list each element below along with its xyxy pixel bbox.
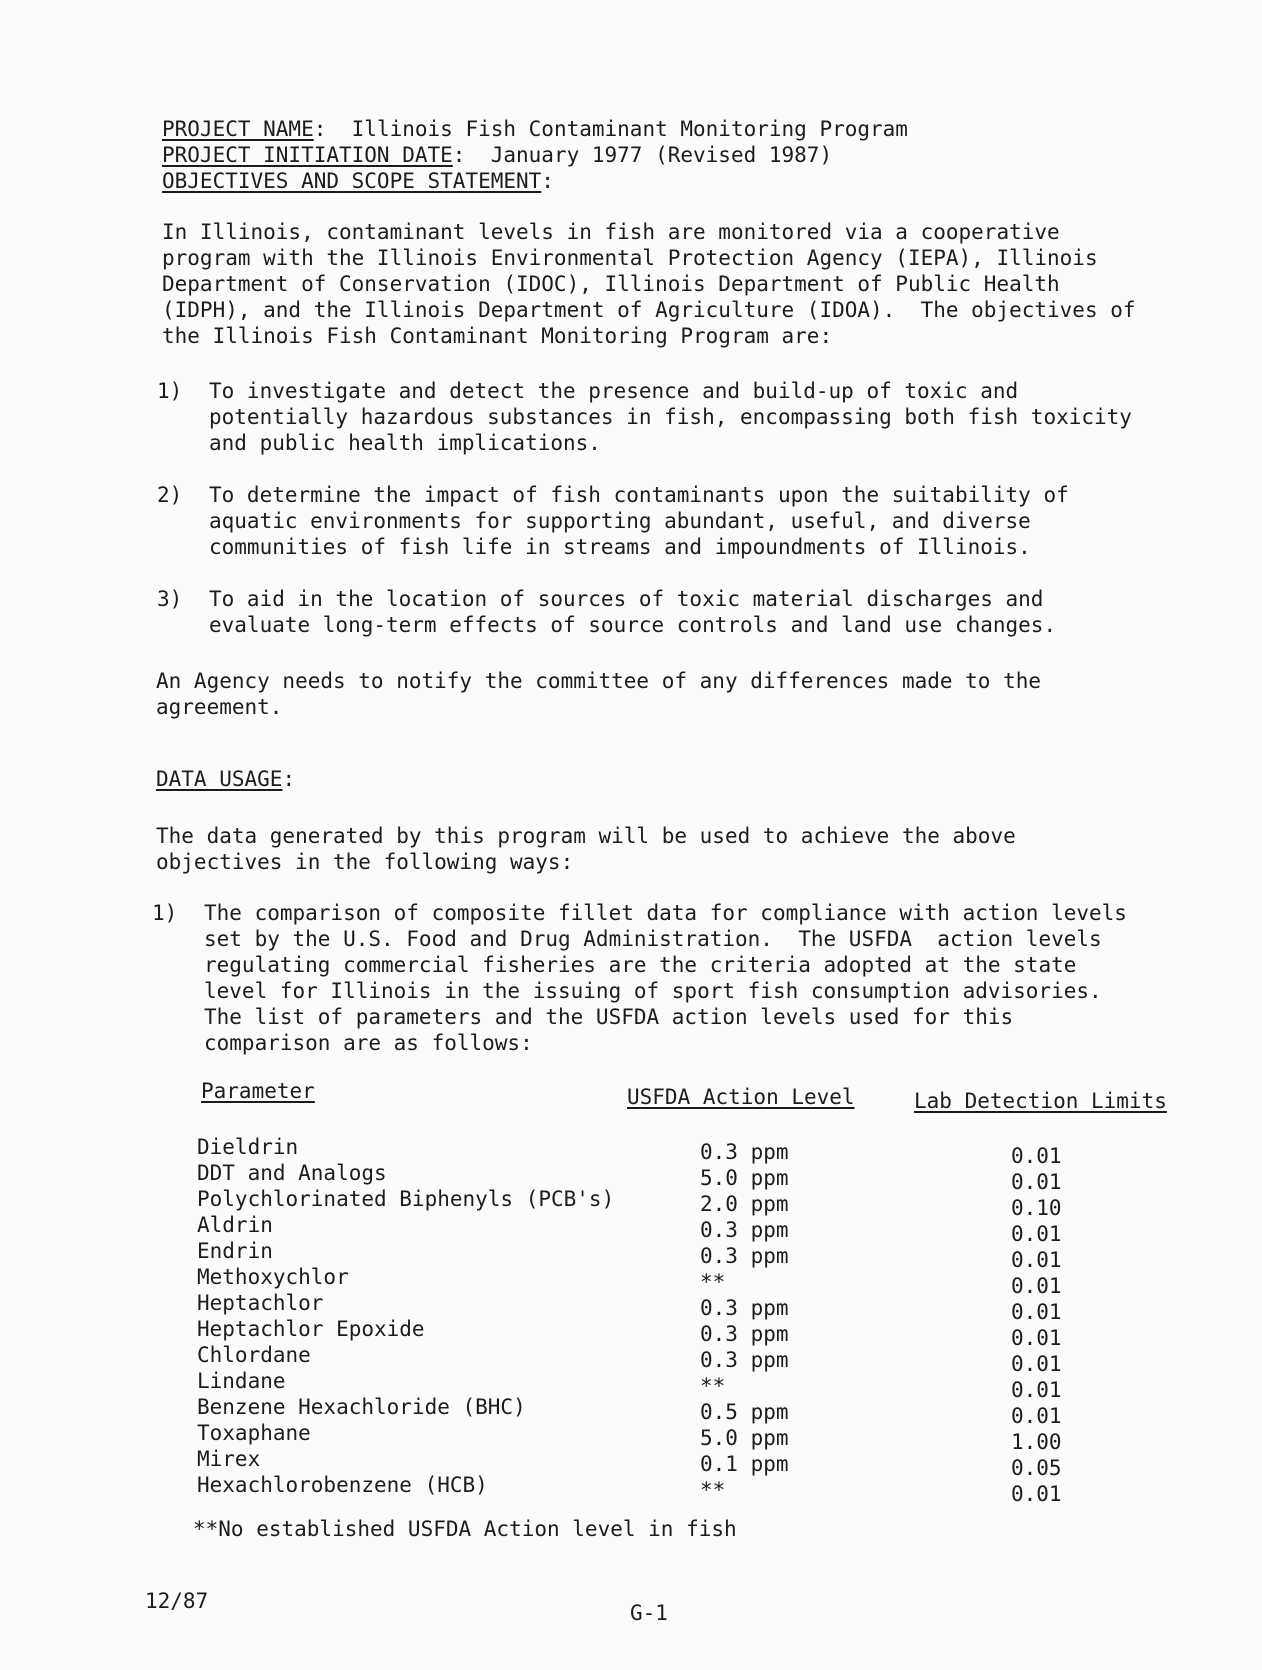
- parameter-cell: Hexachlorobenzene (HCB): [197, 1473, 488, 1497]
- data-usage-heading: DATA USAGE: [156, 767, 283, 791]
- initiation-date-line: PROJECT INITIATION DATE: January 1977 (Revised 1987): [162, 143, 833, 167]
- action-level-cell: 2.0 ppm: [700, 1192, 789, 1216]
- intro-line: (IDPH), and the Illinois Department of Agriculture (IDOA). The objectives of: [162, 298, 1136, 322]
- objective-line: To determine the impact of fish contaminants upon the suitability of: [209, 483, 1069, 507]
- objective-line: communities of fish life in streams and impoundments of Illinois.: [209, 535, 1031, 559]
- objective-line: evaluate long-term effects of source controls and land use changes.: [209, 613, 1057, 637]
- objective-line: To aid in the location of sources of toxic material discharges and: [209, 587, 1044, 611]
- action-level-cell: 0.3 ppm: [700, 1140, 789, 1164]
- data-usage-item-line: The list of parameters and the USFDA action levels used for this: [204, 1005, 1014, 1029]
- table-row: [197, 1290, 1197, 1324]
- data-usage-heading-line: DATA USAGE:: [156, 767, 296, 791]
- parameter-cell: Dieldrin: [197, 1135, 299, 1159]
- initiation-date-value: January 1977 (Revised 1987): [490, 143, 833, 167]
- parameter-cell: DDT and Analogs: [197, 1161, 387, 1185]
- data-usage-item-line: comparison are as follows:: [204, 1031, 533, 1055]
- footer-date: 12/87: [145, 1589, 209, 1613]
- objective-line: To investigate and detect the presence and build-up of toxic and: [209, 379, 1019, 403]
- objective-line: potentially hazardous substances in fish, encompassing both fish toxicity: [209, 405, 1132, 429]
- table-row: [197, 1186, 1197, 1220]
- detection-limit-cell: 0.01: [1011, 1378, 1062, 1402]
- parameter-cell: Lindane: [197, 1369, 286, 1393]
- table-header-row: [197, 1078, 1197, 1134]
- table-row: [197, 1394, 1197, 1428]
- intro-line: In Illinois, contaminant levels in fish are monitored via a cooperative: [162, 220, 1060, 244]
- column-header-detection-limits: Lab Detection Limits: [914, 1089, 1167, 1113]
- detection-limit-cell: 1.00: [1011, 1430, 1062, 1454]
- action-level-cell: 5.0 ppm: [700, 1426, 789, 1450]
- objectives-heading: OBJECTIVES AND SCOPE STATEMENT: [162, 169, 542, 193]
- table-row: [197, 1316, 1197, 1350]
- table-row: [197, 1264, 1197, 1298]
- action-level-cell: **: [700, 1270, 726, 1294]
- action-level-cell: **: [700, 1478, 726, 1502]
- project-name-value: Illinois Fish Contaminant Monitoring Program: [351, 117, 908, 141]
- detection-limit-cell: 0.01: [1011, 1482, 1062, 1506]
- data-usage-item-line: The comparison of composite fillet data for compliance with action levels: [204, 901, 1127, 925]
- table-row: [197, 1420, 1197, 1454]
- table-footnote: **No established USFDA Action level in fish: [193, 1517, 737, 1541]
- objective-item: [157, 482, 1157, 560]
- parameter-cell: Chlordane: [197, 1343, 311, 1367]
- detection-limit-cell: 0.01: [1011, 1404, 1062, 1428]
- intro-line: Department of Conservation (IDOC), Illinois Department of Public Health: [162, 272, 1060, 296]
- data-usage-intro: [156, 823, 1116, 875]
- detection-limit-cell: 0.01: [1011, 1144, 1062, 1168]
- data-usage-item-number: 1): [152, 901, 178, 925]
- parameter-cell: Aldrin: [197, 1213, 273, 1237]
- detection-limit-cell: 0.01: [1011, 1274, 1062, 1298]
- parameter-cell: Mirex: [197, 1447, 261, 1471]
- action-level-cell: 0.3 ppm: [700, 1348, 789, 1372]
- table-row: [197, 1368, 1197, 1402]
- detection-limit-cell: 0.01: [1011, 1326, 1062, 1350]
- table-row: [197, 1212, 1197, 1246]
- detection-limit-cell: 0.01: [1011, 1170, 1062, 1194]
- detection-limit-cell: 0.01: [1011, 1352, 1062, 1376]
- detection-limit-cell: 0.01: [1011, 1222, 1062, 1246]
- initiation-date-label: PROJECT INITIATION DATE: [162, 143, 453, 167]
- parameter-cell: Polychlorinated Biphenyls (PCB's): [197, 1187, 615, 1211]
- data-usage-item: [152, 900, 1152, 1056]
- action-level-cell: 0.3 ppm: [700, 1296, 789, 1320]
- parameter-cell: Toxaphane: [197, 1421, 311, 1445]
- objective-line: and public health implications.: [209, 431, 601, 455]
- parameter-cell: Heptachlor: [197, 1291, 324, 1315]
- parameter-cell: Endrin: [197, 1239, 273, 1263]
- agency-note-line: An Agency needs to notify the committee of any differences made to the: [156, 669, 1042, 693]
- project-name-label: PROJECT NAME: [162, 117, 314, 141]
- intro-line: program with the Illinois Environmental Protection Agency (IEPA), Illinois: [162, 246, 1098, 270]
- project-name-line: PROJECT NAME: Illinois Fish Contaminant Monitoring Program: [162, 117, 908, 141]
- action-level-cell: 0.3 ppm: [700, 1244, 789, 1268]
- objective-item: [157, 586, 1157, 638]
- objective-number: 1): [157, 379, 183, 403]
- table-body: [197, 1134, 1197, 1506]
- table-row: [197, 1446, 1197, 1480]
- objective-line: aquatic environments for supporting abundant, useful, and diverse: [209, 509, 1031, 533]
- data-usage-intro-line: objectives in the following ways:: [156, 850, 574, 874]
- objective-number: 3): [157, 587, 183, 611]
- column-header-parameter: Parameter: [201, 1079, 315, 1103]
- action-level-cell: 0.5 ppm: [700, 1400, 789, 1424]
- table-row: [197, 1472, 1197, 1506]
- detection-limit-cell: 0.05: [1011, 1456, 1062, 1480]
- data-usage-item-line: regulating commercial fisheries are the criteria adopted at the state: [204, 953, 1077, 977]
- data-usage-item-line: level for Illinois in the issuing of sport fish consumption advisories.: [204, 979, 1102, 1003]
- action-level-cell: 0.3 ppm: [700, 1218, 789, 1242]
- action-level-cell: 0.1 ppm: [700, 1452, 789, 1476]
- table-row: [197, 1342, 1197, 1376]
- data-usage-item-line: set by the U.S. Food and Drug Administration. The USFDA action levels: [204, 927, 1102, 951]
- objective-number: 2): [157, 483, 183, 507]
- action-level-cell: 5.0 ppm: [700, 1166, 789, 1190]
- parameters-table: [197, 1078, 1197, 1506]
- objectives-heading-line: OBJECTIVES AND SCOPE STATEMENT:: [162, 169, 554, 193]
- table-row: [197, 1238, 1197, 1272]
- objective-item: [157, 378, 1157, 456]
- page-number: G-1: [630, 1601, 668, 1625]
- agency-note-line: agreement.: [156, 695, 283, 719]
- parameter-cell: Heptachlor Epoxide: [197, 1317, 425, 1341]
- data-usage-intro-line: The data generated by this program will be used to achieve the above: [156, 824, 1016, 848]
- detection-limit-cell: 0.01: [1011, 1300, 1062, 1324]
- agency-note: [156, 668, 1116, 720]
- column-header-action-level: USFDA Action Level: [627, 1085, 855, 1109]
- table-row: [197, 1160, 1197, 1194]
- action-level-cell: **: [700, 1374, 726, 1398]
- table-row: [197, 1134, 1197, 1168]
- intro-line: the Illinois Fish Contaminant Monitoring Program are:: [162, 324, 833, 348]
- intro-paragraph: [162, 219, 1142, 349]
- detection-limit-cell: 0.01: [1011, 1248, 1062, 1272]
- parameter-cell: Methoxychlor: [197, 1265, 349, 1289]
- action-level-cell: 0.3 ppm: [700, 1322, 789, 1346]
- detection-limit-cell: 0.10: [1011, 1196, 1062, 1220]
- project-header: [162, 116, 1062, 194]
- parameter-cell: Benzene Hexachloride (BHC): [197, 1395, 526, 1419]
- objectives-list: [157, 378, 1157, 664]
